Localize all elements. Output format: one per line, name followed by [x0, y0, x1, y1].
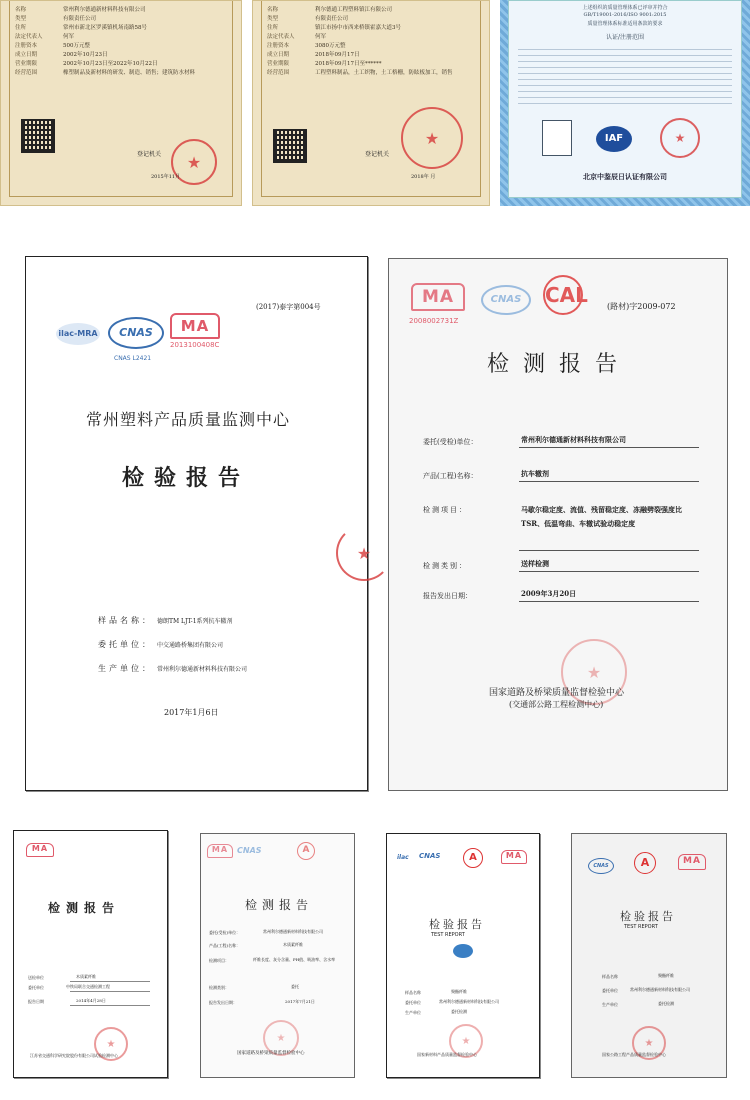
report-title: 检验报告 [122, 465, 251, 491]
certificate-text-block [518, 44, 732, 104]
inspection-report-left: (2017)泰字第004号 ilac-MRA CNAS MA 2013100408C CNAS L2421 常州塑料产品质量监测中心 检验报告 ★ 样品名称： 德朗TM LJT-1系列抗车辙剂 委托单位： 中交通路桥集团有限公司 生产单位： 常州利尔德通新材料科技有限公司 2017年1月6日 [25, 256, 368, 791]
authority-label: 登记机关 [137, 151, 162, 158]
ma-logo: MA [678, 854, 706, 870]
cnas-logo: CNAS [419, 852, 441, 860]
red-seal-icon: ★ [401, 107, 463, 169]
report-thumb-3: ilac CNAS A MA 检验报告 TEST REPORT 样品名称 聚酯纤维 委托单位 常州利尔德通新材料科技有限公司 生产单位 委托检测 ★ 国家新材料产品质量监督检验中心 [386, 833, 540, 1078]
center-name: 常州塑料产品质量监测中心 [86, 410, 291, 429]
iso-certificate: 上述组织的质量管理体系已评审并符合 GB/T19001-2016/ISO 9001:2015 质量管理体系标准适用条款的要求 认证/注册范围 IAF ★ 北京中鉴辰日认证有限公司 [500, 0, 750, 206]
ma-logo: MA [501, 850, 527, 864]
cal-logo: A [297, 842, 315, 860]
red-seal-icon: ★ [336, 525, 392, 581]
report-date: 2017年1月6日 [164, 708, 219, 717]
red-seal-icon: ★ [660, 118, 700, 158]
test-report-right: MA 2008002731Z CNAS CAL (路材)字2009-072 检测报告 委托(受检)单位： 常州利尔德通新材料科技有限公司 产品(工程)名称： 抗车辙剂 检测项目： 马歇尔稳定度、流值、残留稳定度、冻融劈裂强度比TSR、低温弯曲、车辙试验动稳定度 检测类别： 送样检测 报告发出日期： 2009年3月20日 ★ 国家道路及桥梁质量监督检验中心 (交通部公路工程检测中心) [388, 258, 728, 791]
qr-code-icon [21, 119, 55, 153]
cnas-logo: CNAS [108, 317, 164, 349]
ma-logo: MA [26, 843, 54, 857]
ma-logo: MA [411, 283, 465, 311]
report-thumb-1: MA 检测报告 送检单位 木质素纤维 委托单位 中铁局联合交通检测工程 报告日期 2014年4月28日 ★ 江苏省交通科学研究院股份有限公司试验检测中心 [13, 830, 168, 1078]
report-thumb-4: CNAS A MA 检验报告 TEST REPORT 样品名称 聚酯纤维 委托单位 常州利尔德通新材料科技有限公司 生产单位 委托检测 ★ 国家公路工程产品质量监督检验中心 [571, 833, 727, 1078]
cal-logo: A [634, 852, 656, 874]
cnas-logo: CNAS [481, 285, 531, 315]
cal-logo: A [463, 848, 483, 868]
accreditation-badge [542, 120, 572, 156]
ma-logo: MA [170, 313, 220, 339]
red-seal-icon: ★ [632, 1026, 666, 1060]
business-license-2: 名称 利尔德通工程塑料镇江有限公司 类型 有限责任公司 住所 镇江市扬中市西来桥镇霍嘉大道3号 法定代表人 何军 注册资本 3080万元整 成立日期 2018年09月17日 营业期限 2018年09月17日至****** 经营范围 工程塑料制品，土工织物，土工格栅，防眩板加工，销售 ★ 登记机关 2018年 月 [252, 0, 490, 206]
red-seal-icon: ★ [561, 639, 627, 705]
qr-code-icon [273, 129, 307, 163]
iaf-logo: IAF [596, 126, 632, 152]
cal-logo: CAL [543, 275, 583, 315]
authority-label: 登记机关 [365, 151, 390, 158]
red-seal-icon: ★ [171, 139, 217, 185]
org-name: 国家道路及桥梁质量监督检验中心 [489, 688, 625, 698]
globe-icon [453, 944, 473, 958]
ma-logo: MA [207, 844, 233, 858]
cnas-logo: CNAS [237, 846, 262, 855]
license-date: 2018年 月 [411, 174, 436, 180]
red-seal-icon: ★ [263, 1020, 299, 1056]
ilac-mra-logo: ilac-MRA [56, 323, 100, 345]
cnas-logo: CNAS [588, 858, 614, 874]
report-thumb-2: MA CNAS A 检测报告 委托(受检)单位： 常州利尔德通新材料科技有限公司 产品(工程)名称： 木质素纤维 检测项目： 纤维长度、灰分含量、PH值、吸油率、含水率 检测类别： 委托 报告发出日期： 2017年7月21日 ★ 国家道路及桥梁质量监督检验中心 [200, 833, 355, 1078]
business-license-1: 名称 常州利尔德通新材料科技有限公司 类型 有限责任公司 住所 常州市新北区罗溪镇机场南路58号 法定代表人 何军 注册资本 500万元整 成立日期 2002年10月23日 营业期限 2002年10月23日至2022年10月22日 经营范围 橡塑制品及新材料的研发、制造、销售；建筑防水材料 ★ 登记机关 2015年11月 [0, 0, 242, 206]
ilac-logo: ilac [397, 854, 409, 861]
license-date: 2015年11月 [151, 174, 181, 180]
red-seal-icon: ★ [94, 1027, 128, 1061]
red-seal-icon: ★ [449, 1024, 483, 1058]
cert-company: 北京中鉴辰日认证有限公司 [583, 172, 667, 181]
report-title: 检测报告 [487, 352, 632, 377]
